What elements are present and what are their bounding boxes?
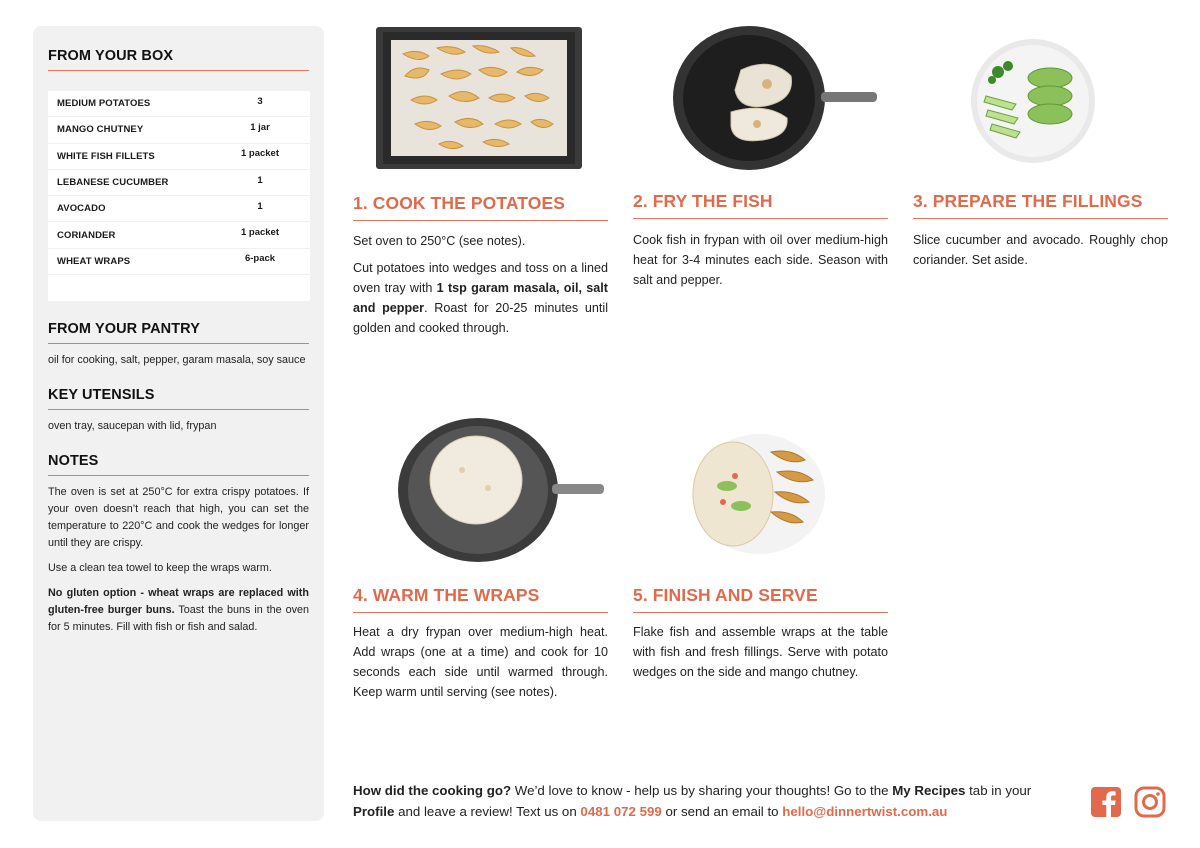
- footer-question: How did the cooking go?: [353, 783, 512, 798]
- step-1: [353, 26, 608, 346]
- step-1-title: 1. COOK THE POTATOES: [353, 193, 608, 221]
- ingredient-qty: 1: [257, 174, 263, 186]
- step-5-title: 5. FINISH AND SERVE: [633, 585, 888, 613]
- step-2-body: [633, 230, 888, 290]
- ingredient-name: MANGO CHUTNEY: [57, 124, 144, 136]
- step-3-title: 3. PREPARE THE FILLINGS: [913, 191, 1168, 219]
- facebook-icon[interactable]: [1090, 786, 1122, 818]
- ingredient-row: [48, 196, 310, 222]
- step-1-body: [353, 231, 608, 338]
- step-4-para-1: Heat a dry frypan over medium-high heat. Add wraps (one at a time) and cook for 10 seconds each side until warmed through. Keep warm until serving (see notes).: [353, 625, 608, 699]
- footer-text-1: We’d love to know - help us by sharing your thoughts! Go to the: [511, 783, 893, 798]
- ingredient-qty: 3: [257, 95, 263, 107]
- step-4: [353, 418, 608, 738]
- footer-my-recipes: My Recipes: [892, 783, 966, 798]
- ingredient-row: [48, 144, 310, 170]
- step-3-body: [913, 230, 1168, 270]
- step-2-title: 2. FRY THE FISH: [633, 191, 888, 219]
- step-5: [633, 418, 888, 738]
- ingredients-table: [48, 91, 310, 301]
- note-gluten-bold: No gluten option - wheat wraps are replaced with gluten-free burger buns.: [48, 587, 309, 616]
- notes-heading: NOTES: [48, 453, 309, 476]
- pantry-text: oil for cooking, salt, pepper, garam masala, soy sauce: [48, 354, 306, 366]
- footer-email-link[interactable]: hello@dinnertwist.com.au: [782, 804, 948, 819]
- footer-phone-link[interactable]: 0481 072 599: [580, 804, 662, 819]
- key-utensils-heading: KEY UTENSILS: [48, 387, 309, 410]
- ingredient-name: WHITE FISH FILLETS: [57, 150, 155, 162]
- step-1-text-a: Cut potatoes into wedges and toss on a lined oven tray with: [353, 261, 608, 295]
- note-gluten: [48, 585, 309, 636]
- step-1-text-bold: 1 tsp garam masala, oil, salt and pepper: [353, 281, 608, 315]
- finished-wraps-image: [689, 432, 829, 556]
- ingredient-row: [48, 249, 310, 275]
- from-your-box-heading: FROM YOUR BOX: [48, 48, 309, 71]
- ingredient-row: [48, 170, 310, 196]
- step-1-para-1: Set oven to 250°C (see notes).: [353, 234, 526, 248]
- frypan-fish-image: [671, 26, 881, 170]
- feedback-footer: [353, 780, 1073, 822]
- from-your-pantry-heading: FROM YOUR PANTRY: [48, 321, 309, 344]
- ingredient-name: WHEAT WRAPS: [57, 255, 131, 267]
- ingredient-row: [48, 222, 310, 248]
- ingredient-row: [48, 117, 310, 143]
- step-5-para-1: Flake fish and assemble wraps at the table with fish and fresh fillings. Serve with potato wedges on the side and mango chutney.: [633, 625, 888, 679]
- footer-text-4: or send an email to: [661, 804, 783, 819]
- step-5-body: [633, 622, 888, 682]
- step-3-para-1: Slice cucumber and avocado. Roughly chop coriander. Set aside.: [913, 233, 1168, 267]
- instagram-icon[interactable]: [1134, 786, 1166, 818]
- note-tea-towel: Use a clean tea towel to keep the wraps warm.: [48, 562, 272, 574]
- ingredient-qty: 1: [257, 200, 263, 212]
- step-4-title: 4. WARM THE WRAPS: [353, 585, 608, 613]
- step-1-para-2: [353, 258, 608, 338]
- oven-tray-potatoes-image: [375, 26, 585, 170]
- ingredient-row: [48, 91, 310, 117]
- ingredients-sidebar: [33, 26, 324, 821]
- ingredient-qty: 1 packet: [240, 148, 280, 160]
- fillings-plate-image: [968, 36, 1098, 166]
- step-3: [913, 26, 1168, 346]
- footer-text-2: tab in your: [965, 783, 1032, 798]
- ingredient-qty: 1 packet: [240, 227, 280, 239]
- step-2: [633, 26, 888, 346]
- utensils-text: oven tray, saucepan with lid, frypan: [48, 420, 217, 432]
- footer-text-3: and leave a review! Text us on: [394, 804, 581, 819]
- step-2-para-1: Cook fish in frypan with oil over medium-high heat for 3-4 minutes each side. Season with salt and pepper.: [633, 233, 888, 287]
- footer-profile: Profile: [353, 804, 395, 819]
- ingredient-name: MEDIUM POTATOES: [57, 98, 151, 110]
- note-gluten-rest: Toast the buns in the oven for 5 minutes. Fill with fish or fish and salad.: [48, 604, 310, 633]
- ingredient-name: CORIANDER: [57, 229, 116, 241]
- step-4-body: [353, 622, 608, 702]
- frypan-wrap-image: [398, 418, 608, 562]
- ingredient-name: AVOCADO: [57, 203, 106, 215]
- note-oven: The oven is set at 250°C for extra crispy potatoes. If your oven doesn’t reach that high, you can set the temperature to 220°C and cook the wedges for longer until they are crispy.: [48, 486, 309, 549]
- ingredient-qty: 6-pack: [244, 253, 276, 265]
- ingredient-name: LEBANESE CUCUMBER: [57, 177, 169, 189]
- step-1-text-b: . Roast for 20-25 minutes until golden and cooked through.: [353, 301, 608, 335]
- ingredient-qty: 1 jar: [250, 121, 270, 133]
